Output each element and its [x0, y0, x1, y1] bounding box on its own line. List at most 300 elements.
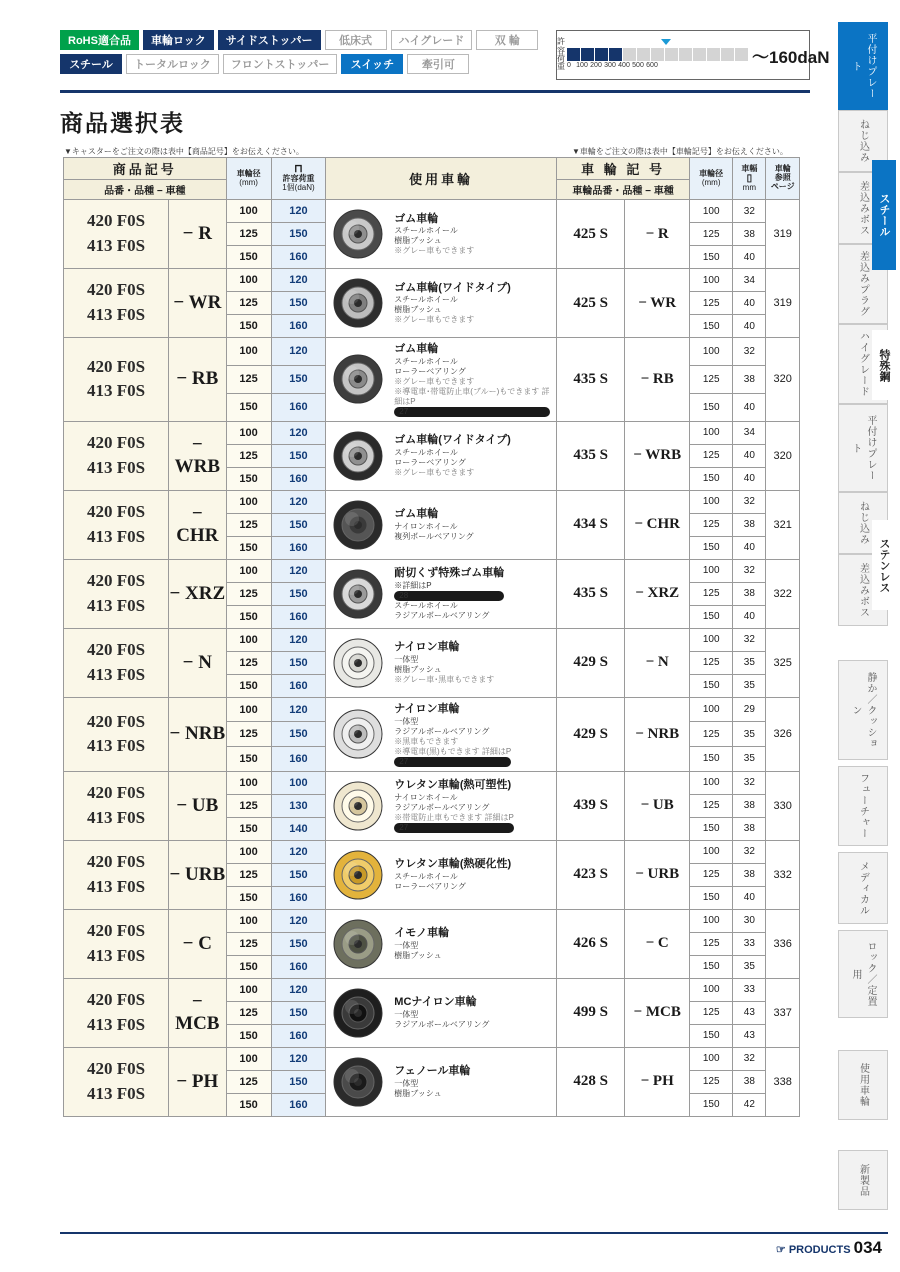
wheel-code-cell: 423 S [556, 840, 624, 909]
reference-page-cell[interactable]: 319 [766, 200, 800, 269]
wheel-diameter-cell: 125 [226, 582, 271, 605]
wheel-diameter2-cell: 125 [690, 444, 733, 467]
wheel-diameter2-cell: 125 [690, 1070, 733, 1093]
reference-page-cell[interactable]: 322 [766, 559, 800, 628]
wheel-diameter2-cell: 125 [690, 582, 733, 605]
reference-page-cell[interactable]: 321 [766, 490, 800, 559]
wheel-diameter-cell: 150 [226, 467, 271, 490]
page-ref-badge: 27 [394, 407, 550, 417]
wheel-diameter-cell: 100 [226, 338, 271, 366]
side-tab-8[interactable] [838, 660, 888, 760]
gauge-bar [651, 48, 664, 61]
wheel-width-cell: 30 [733, 909, 766, 932]
gauge-bar [637, 48, 650, 61]
wheel-diameter-cell: 125 [226, 444, 271, 467]
wheel-diameter-cell: 150 [226, 605, 271, 628]
side-tab-label: フューチャー [857, 773, 869, 839]
wheel-diameter2-cell: 150 [690, 467, 733, 490]
tag-steel: スチール [60, 54, 122, 74]
product-code: 420 F0S [86, 990, 146, 1010]
gauge-label: 許容荷重 [557, 37, 565, 72]
load-capacity-cell: 150 [271, 582, 326, 605]
wheel-text [394, 995, 489, 1030]
gauge-tick: 300 [604, 62, 616, 69]
side-group-1[interactable]: 特殊鋼 [872, 330, 896, 400]
wheel-width-cell: 40 [733, 886, 766, 909]
side-tab-label: ねじ込み [857, 119, 869, 163]
tag-rohs: RoHS適合品 [60, 30, 139, 50]
reference-page-cell[interactable]: 330 [766, 771, 800, 840]
wheel-code-cell: 435 S [556, 338, 624, 422]
th-load-label: 許容荷重 [282, 174, 315, 184]
wheel-width-cell: 43 [733, 1001, 766, 1024]
wheel-width-cell: 38 [733, 513, 766, 536]
th-ref-page [766, 158, 800, 200]
wheel-width-cell: 29 [733, 697, 766, 722]
load-capacity-cell: 150 [271, 365, 326, 393]
wheel-info [326, 338, 556, 421]
wheel-text [394, 857, 511, 892]
product-suffix: − NRB [169, 697, 227, 771]
product-suffix: − URB [169, 840, 227, 909]
wheel-info [326, 426, 556, 486]
wheel-title: フェノール車輪 [394, 1065, 471, 1078]
th-wheel-dia2-label: 車輪径 [699, 168, 724, 178]
table-row [64, 978, 800, 1001]
load-capacity-cell: 160 [271, 393, 326, 421]
load-capacity-cell: 160 [271, 605, 326, 628]
wheel-diameter-cell: 125 [226, 651, 271, 674]
product-code-cell [64, 628, 169, 697]
wheel-width-cell: 35 [733, 747, 766, 772]
th-wheel-dia2-unit: (mm) [701, 177, 721, 187]
wheel-diameter-cell: 125 [226, 722, 271, 747]
side-tab-5[interactable] [838, 404, 888, 492]
load-capacity-cell: 120 [271, 559, 326, 582]
side-tab-label: 新製品 [857, 1163, 869, 1197]
wheel-text [394, 640, 494, 685]
product-suffix: − PH [169, 1047, 227, 1116]
product-suffix: − UB [169, 771, 227, 840]
load-capacity-cell: 120 [271, 490, 326, 513]
page-ref-badge: 27 [394, 757, 511, 767]
special-rubber-wheel-icon [332, 568, 384, 620]
use-wheel-cell [326, 771, 557, 840]
wheel-diameter2-cell: 150 [690, 1024, 733, 1047]
tag-row-2 [60, 54, 560, 74]
wheel-title: MCナイロン車輪 [394, 996, 477, 1009]
wheel-spec: スチールホイール [394, 356, 458, 366]
wheel-title: イモノ車輪 [394, 927, 450, 940]
urethane-nylon-wheel-icon [332, 780, 384, 832]
th-product-sub: 品番・品種 − 車種 [64, 180, 227, 200]
wheel-title: ウレタン車輪(熱可塑性) [394, 779, 512, 792]
wheel-width-cell: 38 [733, 223, 766, 246]
wheel-spec: スチールホイール [394, 872, 458, 882]
wheel-info [326, 204, 556, 264]
wheel-info [326, 983, 556, 1043]
product-code-cell [64, 559, 169, 628]
wheel-diameter2-cell: 100 [690, 840, 733, 863]
wheel-title: ゴム車輪(ワイドタイプ) [394, 281, 511, 294]
wheel-suffix-cell: − NRB [625, 697, 690, 771]
wheel-diameter-cell: 125 [226, 223, 271, 246]
wheel-diameter-cell: 100 [226, 697, 271, 722]
wheel-title: ゴム車輪 [394, 508, 439, 521]
wheel-diameter-cell: 125 [226, 1001, 271, 1024]
wheel-spec: スチールホイール [394, 295, 458, 305]
reference-page-cell[interactable]: 326 [766, 697, 800, 771]
hand-icon: ☞ [775, 1244, 786, 1256]
wheel-diameter-cell: 100 [226, 840, 271, 863]
reference-page-cell[interactable]: 337 [766, 978, 800, 1047]
load-capacity-cell: 150 [271, 722, 326, 747]
side-tab-label: ハイグレード [857, 331, 869, 397]
side-group-0[interactable]: スチール [872, 160, 896, 270]
table-row [64, 421, 800, 444]
wheel-diameter2-cell: 100 [690, 1047, 733, 1070]
wheel-diameter-cell: 150 [226, 536, 271, 559]
product-code: 420 F0S [86, 711, 146, 731]
wheel-code-cell: 435 S [556, 421, 624, 490]
wheel-spec: スチールホイール [394, 601, 458, 611]
product-code: 420 F0S [86, 783, 146, 803]
side-tab-13[interactable] [838, 1150, 888, 1210]
wheel-code-cell: 429 S [556, 628, 624, 697]
wheel-text [394, 778, 514, 833]
wheel-diameter2-cell: 100 [690, 909, 733, 932]
tag-high-grade: ハイグレード [391, 30, 473, 50]
wheel-text [394, 281, 510, 326]
use-wheel-cell [326, 559, 557, 628]
wheel-width-cell: 40 [733, 467, 766, 490]
product-code: 420 F0S [86, 211, 146, 231]
product-code: 413 F0S [86, 381, 146, 401]
gauge-tick: 400 [618, 62, 630, 69]
page-ref-badge: 28 [394, 591, 504, 601]
wheel-diameter2-cell: 150 [690, 536, 733, 559]
product-code: 420 F0S [86, 852, 146, 872]
wheel-code-cell: 425 S [556, 269, 624, 338]
tag-wheel-lock: 車輪ロック [143, 30, 214, 50]
th-wheel-code: 車 輪 記 号 [556, 158, 689, 180]
wheel-diameter2-cell: 150 [690, 674, 733, 697]
wheel-diameter2-cell: 100 [690, 559, 733, 582]
load-capacity-cell: 160 [271, 674, 326, 697]
wheel-diameter-cell: 125 [226, 794, 271, 817]
wheel-text [394, 433, 510, 478]
gauge-tick: 100 [576, 62, 588, 69]
gauge-bars [567, 48, 748, 61]
wheel-diameter-cell: 150 [226, 315, 271, 338]
reference-page-cell[interactable]: 332 [766, 840, 800, 909]
wheel-width-cell: 32 [733, 840, 766, 863]
table-row [64, 697, 800, 722]
wheel-note: ※導電車･帯電防止車(ブルー)もできます 詳細はP 27 [394, 386, 550, 416]
table-row [64, 628, 800, 651]
side-group-2[interactable]: ステンレス [872, 520, 896, 610]
wheel-note: ※黒車もできます [394, 736, 459, 746]
wheel-diameter2-cell: 100 [690, 628, 733, 651]
product-code-cell [64, 1047, 169, 1116]
load-capacity-cell: 150 [271, 223, 326, 246]
wheel-text [394, 702, 511, 767]
product-code: 413 F0S [86, 876, 146, 896]
load-capacity-cell: 160 [271, 747, 326, 772]
wheel-width-cell: 35 [733, 651, 766, 674]
wheel-diameter-cell: 125 [226, 863, 271, 886]
th-use-wheel: 使用車輪 [326, 158, 557, 200]
wheel-width-cell: 40 [733, 605, 766, 628]
wheel-note: ※導電車(黒)もできます 詳細はP 27 [394, 746, 512, 766]
side-tab-12[interactable] [838, 1050, 888, 1120]
load-capacity-gauge [556, 30, 830, 80]
wheel-title: 耐切くず特殊ゴム車輪 ※詳細はP 28 [394, 567, 505, 601]
wheel-diameter-cell: 100 [226, 269, 271, 292]
product-suffix: − WRB [169, 421, 227, 490]
wheel-suffix-cell: − PH [625, 1047, 690, 1116]
wheel-diameter2-cell: 125 [690, 932, 733, 955]
wheel-spec: ラジアルボールベアリング [394, 611, 490, 621]
wheel-width-cell: 32 [733, 338, 766, 366]
wheel-spec: 樹脂ブッシュ [394, 305, 442, 315]
gauge-tick: 600 [646, 62, 658, 69]
wheel-width-cell: 40 [733, 393, 766, 421]
tag-side-stopper: サイドストッパー [218, 30, 321, 50]
load-capacity-cell: 150 [271, 932, 326, 955]
wheel-width-cell: 38 [733, 582, 766, 605]
wheel-title-note: ※詳細はP 28 [394, 581, 504, 601]
footer-divider [60, 1232, 888, 1234]
wheel-diameter2-cell: 100 [690, 269, 733, 292]
wheel-note: ※グレー車もできます [394, 468, 475, 478]
th-load-unit: 1個(daN) [282, 183, 315, 192]
wheel-text [394, 1064, 470, 1099]
tag-low-floor: 低床式 [325, 30, 387, 50]
wheel-info [326, 273, 556, 333]
load-capacity-cell: 120 [271, 628, 326, 651]
wheel-width-cell: 40 [733, 292, 766, 315]
wheel-width-cell: 38 [733, 863, 766, 886]
product-code-cell [64, 269, 169, 338]
wheel-diameter2-cell: 100 [690, 490, 733, 513]
load-capacity-cell: 120 [271, 200, 326, 223]
cast-iron-wheel-icon [332, 918, 384, 970]
wheel-width-icon: ▯ [746, 172, 753, 184]
load-capacity-cell: 160 [271, 955, 326, 978]
side-tab-label: 差込みボス [857, 562, 869, 618]
side-tab-0[interactable] [838, 22, 888, 110]
wheel-code-cell: 428 S [556, 1047, 624, 1116]
side-tab-11[interactable] [838, 930, 888, 1018]
wheel-title: ゴム車輪 [394, 212, 439, 225]
product-code: 420 F0S [86, 1059, 146, 1079]
wheel-diameter-cell: 125 [226, 1070, 271, 1093]
wheel-diameter2-cell: 125 [690, 651, 733, 674]
wheel-title: ゴム車輪 [394, 343, 439, 355]
product-code-cell [64, 490, 169, 559]
product-code-cell [64, 840, 169, 909]
wheel-diameter-cell: 125 [226, 292, 271, 315]
load-capacity-cell: 150 [271, 1001, 326, 1024]
wheel-info [326, 845, 556, 905]
load-capacity-cell: 120 [271, 978, 326, 1001]
wheel-info [326, 1052, 556, 1112]
table-row [64, 771, 800, 794]
th-load [271, 158, 326, 200]
nylon-rubber-wheel-icon [332, 499, 384, 551]
load-capacity-cell: 150 [271, 1070, 326, 1093]
product-code-cell [64, 978, 169, 1047]
wheel-width-cell: 34 [733, 421, 766, 444]
wheel-spec: ナイロンホイール [394, 793, 458, 803]
wheel-width-cell: 35 [733, 955, 766, 978]
th-ref-page-2: 参照 [774, 173, 791, 183]
wheel-width-cell: 38 [733, 365, 766, 393]
load-capacity-cell: 160 [271, 467, 326, 490]
load-capacity-cell: 140 [271, 817, 326, 840]
wheel-diameter-cell: 150 [226, 393, 271, 421]
wheel-diameter2-cell: 125 [690, 722, 733, 747]
wheel-diameter-cell: 150 [226, 886, 271, 909]
load-capacity-cell: 150 [271, 651, 326, 674]
th-wheel-width-unit: mm [742, 182, 756, 192]
footer [776, 1238, 882, 1258]
wheel-width-cell: 32 [733, 628, 766, 651]
wheel-code-cell: 435 S [556, 559, 624, 628]
th-ref-page-3: ページ [770, 181, 795, 191]
wheel-diameter2-cell: 100 [690, 697, 733, 722]
wheel-note: ※グレー車もできます [394, 246, 475, 256]
product-suffix: − WR [169, 269, 227, 338]
product-code: 413 F0S [86, 664, 146, 684]
use-wheel-cell [326, 978, 557, 1047]
load-capacity-cell: 120 [271, 697, 326, 722]
side-tab-label: 平付けプレート [850, 33, 876, 99]
tag-row-1 [60, 30, 560, 50]
load-icon: ⊓ [294, 163, 303, 176]
wheel-width-cell: 35 [733, 722, 766, 747]
wheel-diameter2-cell: 150 [690, 747, 733, 772]
wheel-spec: 一体型 [394, 1010, 419, 1020]
wheel-diameter-cell: 150 [226, 1093, 271, 1116]
gauge-bar [735, 48, 748, 61]
reference-page-cell[interactable]: 320 [766, 338, 800, 422]
gauge-tick: 500 [632, 62, 644, 69]
side-tab-label: 差込みボス [857, 180, 869, 236]
use-wheel-cell [326, 909, 557, 978]
load-capacity-cell: 150 [271, 444, 326, 467]
reference-page-cell[interactable]: 338 [766, 1047, 800, 1116]
th-wheel-dia2 [690, 158, 733, 200]
rubber-wide-wheel-icon [332, 277, 384, 329]
wheel-spec: 一体型 [394, 1079, 419, 1089]
wheel-text [394, 212, 474, 257]
wheel-diameter2-cell: 150 [690, 955, 733, 978]
wheel-spec: ローラーベアリング [394, 882, 466, 892]
wheel-width-cell: 33 [733, 978, 766, 1001]
side-tab-10[interactable] [838, 852, 888, 924]
th-wheel-width-label: 車幅 [741, 163, 758, 173]
urethane-steel-wheel-icon [332, 849, 384, 901]
wheel-width-cell: 35 [733, 674, 766, 697]
reference-page-cell[interactable]: 325 [766, 628, 800, 697]
wheel-suffix-cell: − UB [625, 771, 690, 840]
wheel-text [394, 507, 473, 542]
wheel-spec: ラジアルボールベアリング [394, 1020, 490, 1030]
use-wheel-cell [326, 421, 557, 490]
wheel-title: ゴム車輪(ワイドタイプ) [394, 434, 511, 447]
wheel-diameter2-cell: 150 [690, 1093, 733, 1116]
wheel-title: ウレタン車輪(熱硬化性) [394, 858, 512, 871]
product-code: 420 F0S [86, 502, 146, 522]
wheel-spec: 樹脂ブッシュ [394, 236, 442, 246]
load-capacity-cell: 120 [271, 338, 326, 366]
wheel-width-cell: 33 [733, 932, 766, 955]
reference-page-cell[interactable]: 320 [766, 421, 800, 490]
gauge-bar [679, 48, 692, 61]
table-body [64, 200, 800, 1117]
wheel-spec: 一体型 [394, 941, 419, 951]
load-capacity-cell: 120 [271, 840, 326, 863]
product-code: 420 F0S [86, 640, 146, 660]
wheel-width-cell: 32 [733, 771, 766, 794]
product-code: 420 F0S [86, 921, 146, 941]
table-row [64, 490, 800, 513]
wheel-diameter-cell: 100 [226, 421, 271, 444]
use-wheel-cell [326, 697, 557, 771]
rubber-wide-bearing-wheel-icon [332, 430, 384, 482]
wheel-diameter2-cell: 125 [690, 223, 733, 246]
wheel-diameter2-cell: 100 [690, 200, 733, 223]
wheel-width-cell: 32 [733, 559, 766, 582]
wheel-suffix-cell: − CHR [625, 490, 690, 559]
table-row [64, 200, 800, 223]
gauge-bar [693, 48, 706, 61]
th-ref-page-1: 車輪 [774, 164, 791, 174]
load-capacity-cell: 100 [271, 771, 326, 794]
wheel-suffix-cell: − N [625, 628, 690, 697]
load-capacity-cell: 160 [271, 1024, 326, 1047]
product-code-cell [64, 421, 169, 490]
wheel-width-cell: 40 [733, 246, 766, 269]
wheel-diameter2-cell: 100 [690, 771, 733, 794]
wheel-width-cell: 38 [733, 1070, 766, 1093]
wheel-title: ナイロン車輪 [394, 702, 460, 715]
table-row [64, 1047, 800, 1070]
reference-page-cell[interactable]: 336 [766, 909, 800, 978]
wheel-diameter-cell: 150 [226, 246, 271, 269]
side-tab-9[interactable] [838, 766, 888, 846]
side-tab-label: 静か／クッション [850, 671, 876, 749]
wheel-diameter2-cell: 150 [690, 605, 733, 628]
gauge-bar [707, 48, 720, 61]
wheel-diameter-cell: 100 [226, 628, 271, 651]
wheel-spec: ローラーベアリング [394, 458, 466, 468]
gauge-bar [581, 48, 594, 61]
product-suffix: − RB [169, 338, 227, 422]
wheel-diameter-cell: 100 [226, 200, 271, 223]
product-code: 413 F0S [86, 945, 146, 965]
footer-page-number: 034 [853, 1238, 882, 1257]
product-suffix: − N [169, 628, 227, 697]
wheel-diameter-cell: 150 [226, 747, 271, 772]
table-row [64, 840, 800, 863]
nylon-wheel-icon [332, 637, 384, 689]
side-tab-label: 差込みプラグ [857, 251, 869, 317]
th-wheel-dia-unit: (mm) [239, 177, 258, 187]
reference-page-cell[interactable]: 319 [766, 269, 800, 338]
